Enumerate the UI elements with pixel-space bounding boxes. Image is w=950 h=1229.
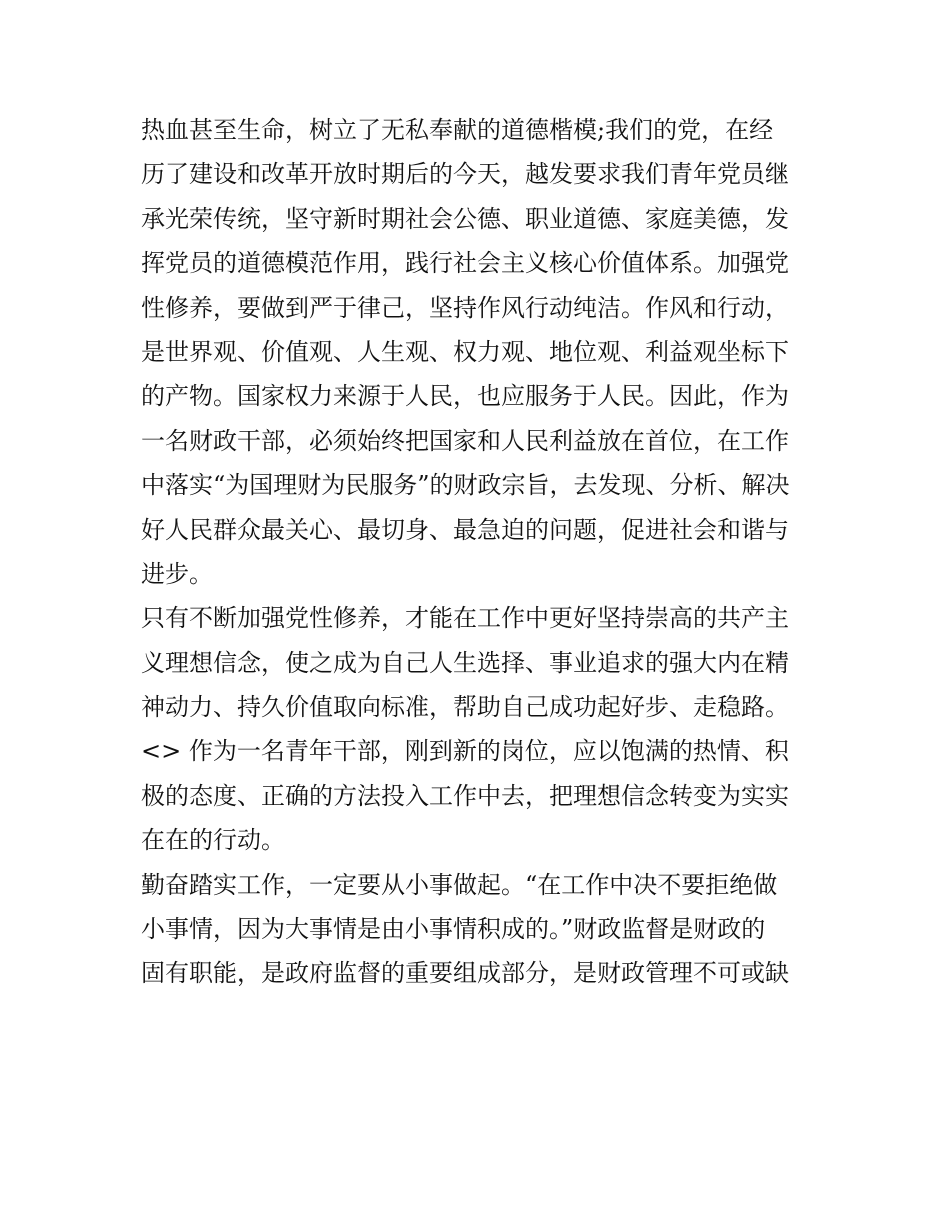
text-line: 极的态度、正确的方法投入工作中去，把理想信念转变为实实 [141,781,789,810]
text-line: 勤奋踏实工作，一定要从小事做起。“在工作中决不要拒绝做 [141,870,778,899]
text-line: <> 作为一名青年干部，刚到新的岗位，应以饱满的热情、积 [141,737,789,766]
text-line: 的产物。国家权力来源于人民，也应服务于人民。因此，作为 [141,382,789,411]
text-line: 在在的行动。 [141,826,285,855]
text-line: 好人民群众最关心、最切身、最急迫的问题，促进社会和谐与 [141,515,789,544]
text-line: 一名财政干部，必须始终把国家和人民利益放在首位，在工作 [141,426,789,455]
text-line: 固有职能，是政府监督的重要组成部分，是财政管理不可或缺 [141,959,789,988]
text-line: 是世界观、价值观、人生观、权力观、地位观、利益观坐标下 [141,337,789,366]
text-line: 只有不断加强党性修养，才能在工作中更好坚持崇高的共产主 [141,604,789,633]
text-line: 历了建设和改革开放时期后的今天，越发要求我们青年党员继 [141,160,789,189]
text-line: 性修养，要做到严于律己，坚持作风行动纯洁。作风和行动， [141,293,789,322]
text-line: 进步。 [141,559,213,588]
text-line: 挥党员的道德模范作用，践行社会主义核心价值体系。加强党 [141,249,789,278]
text-line: 热血甚至生命，树立了无私奉献的道德楷模;我们的党，在经 [141,116,774,144]
text-line: 小事情，因为大事情是由小事情积成的。”财政监督是财政的 [141,915,766,944]
text-line: 义理想信念，使之成为自己人生选择、事业追求的强大内在精 [141,648,789,677]
text-line: 神动力、持久价值取向标准，帮助自己成功起好步、走稳路。 [141,693,789,722]
body-text [141,108,821,996]
text-line: 承光荣传统，坚守新时期社会公德、职业道德、家庭美德，发 [141,204,789,233]
text-line: 中落实“为国理财为民服务”的财政宗旨，去发现、分析、解决 [141,471,790,500]
